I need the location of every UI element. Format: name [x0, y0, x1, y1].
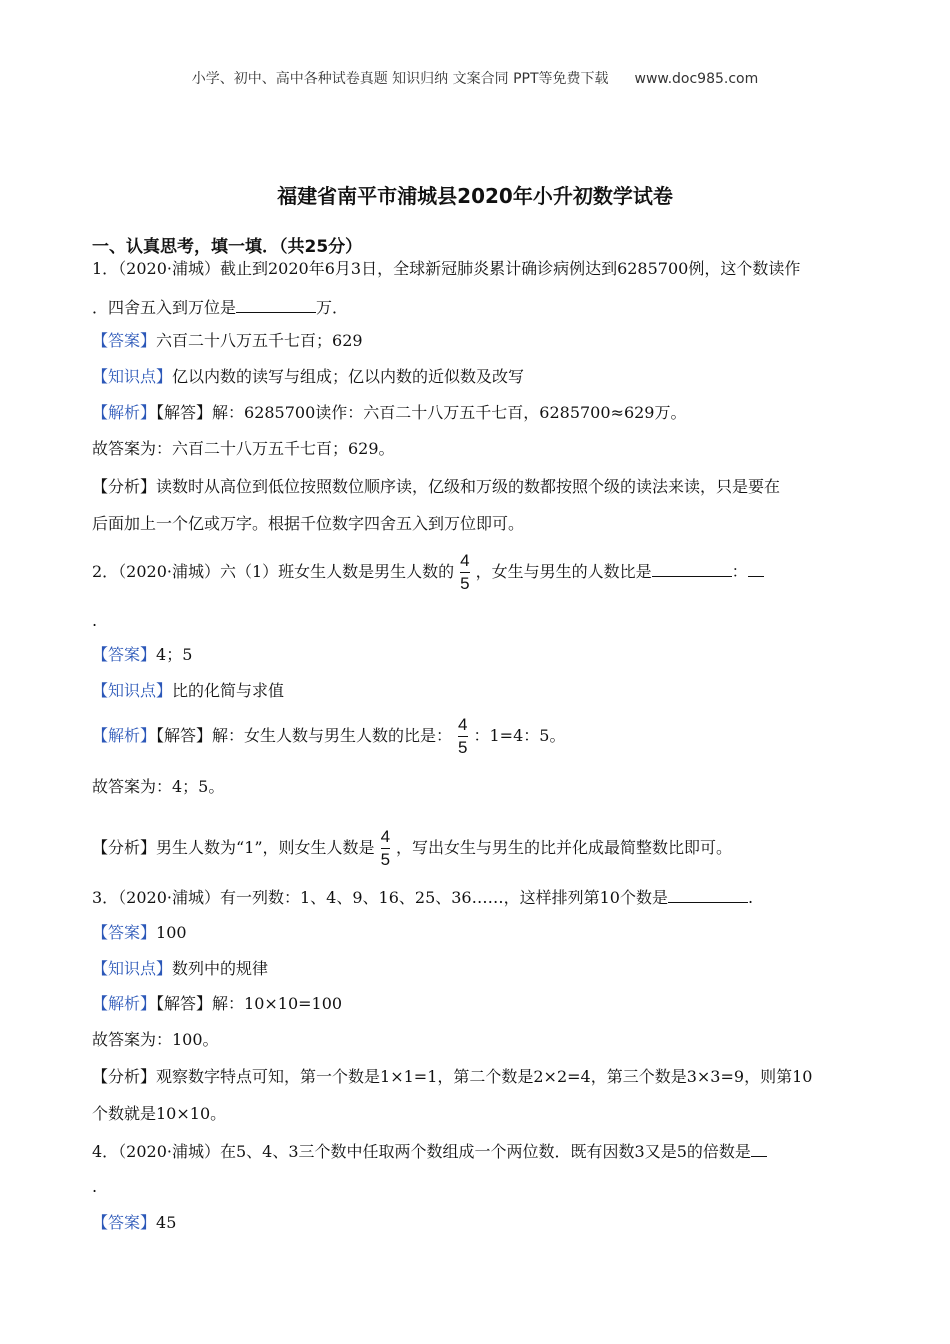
q1-stem-line2: ．四舍五入到万位是 万． [92, 298, 349, 317]
exam-title: 福建省南平市浦城县2020年小升初数学试卷 [277, 184, 673, 208]
q3-conclusion: 故答案为：100。 [92, 1030, 219, 1049]
q2-blank-2[interactable] [748, 560, 764, 577]
q3-knowledge: 【知识点】数列中的规律 [92, 959, 269, 978]
q1-review-line1: 【分析】读数时从高位到低位按照数位顺序读，亿级和万级的数都按照个级的读法来读，只是要在 [92, 477, 781, 496]
section-heading: 一、认真思考，填一填．（共25分） [92, 237, 363, 257]
header-site[interactable]: www.doc985.com [634, 71, 759, 87]
q3-analysis: 【解析】【解答】解：10×10=100 [92, 994, 343, 1013]
q3-blank[interactable] [668, 886, 748, 903]
fraction-4-5: $\frac{4}{5}$ [380, 827, 391, 869]
q2-stem-line1: 2．（2020·浦城）六（1）班女生人数是男生人数的 $\frac{4}{5}$ ，女生与男生的人数比是 ： [92, 550, 764, 594]
q3-answer: 【答案】100 [92, 923, 187, 942]
q4-stem-line2: . [92, 1177, 98, 1196]
page-header [0, 68, 950, 88]
q3-review-line2: 个数就是10×10。 [92, 1104, 227, 1123]
q2-analysis: 【解析】【解答】解：女生人数与男生人数的比是： $\frac{4}{5}$ ：1=4：5。 [92, 715, 566, 757]
q1-answer: 【答案】六百二十八万五千七百；629 [92, 331, 363, 350]
q1-conclusion: 故答案为：六百二十八万五千七百；629。 [92, 439, 395, 458]
header-text: 小学、初中、高中各种试卷真题 知识归纳 文案合同 PPT等免费下载 [191, 71, 609, 87]
q3-stem: 3．（2020·浦城）有一列数：1、4、9、16、25、36……，这样排列第10个数是 . [92, 888, 754, 907]
q3-review-line1: 【分析】观察数字特点可知，第一个数是1×1=1，第二个数是2×2=4，第三个数是3×3=9，则第10 [92, 1067, 813, 1086]
q1-analysis: 【解析】【解答】解：6285700读作：六百二十八万五千七百，6285700≈629万。 [92, 403, 687, 422]
q4-stem-line1: 4．（2020·浦城）在5、4、3三个数中任取两个数组成一个两位数．既有因数3又是5的倍数是 [92, 1140, 767, 1163]
q1-review-line2: 后面加上一个亿或万字。根据千位数字四舍五入到万位即可。 [92, 514, 525, 533]
q2-conclusion: 故答案为：4；5。 [92, 777, 225, 796]
q1-blank[interactable] [236, 296, 316, 313]
q2-knowledge: 【知识点】比的化简与求值 [92, 681, 285, 700]
fraction-4-5: $\frac{4}{5}$ [458, 715, 468, 757]
q4-answer: 【答案】45 [92, 1213, 177, 1232]
fraction-4-5: $\frac{4}{5}$ [460, 551, 470, 593]
q2-review: 【分析】男生人数为“1”，则女生人数是 $\frac{4}{5}$ ，写出女生与男生的比并化成最简整数比即可。 [92, 827, 733, 869]
q2-blank-1[interactable] [652, 560, 732, 577]
q1-stem-line1: 1．（2020·浦城）截止到2020年6月3日，全球新冠肺炎累计确诊病例达到6285700例，这个数读作 [92, 259, 801, 278]
q1-knowledge: 【知识点】亿以内数的读写与组成；亿以内数的近似数及改写 [92, 367, 525, 386]
q2-stem-line2: . [92, 611, 98, 630]
q4-blank[interactable] [751, 1140, 767, 1157]
q2-answer: 【答案】4；5 [92, 645, 193, 664]
